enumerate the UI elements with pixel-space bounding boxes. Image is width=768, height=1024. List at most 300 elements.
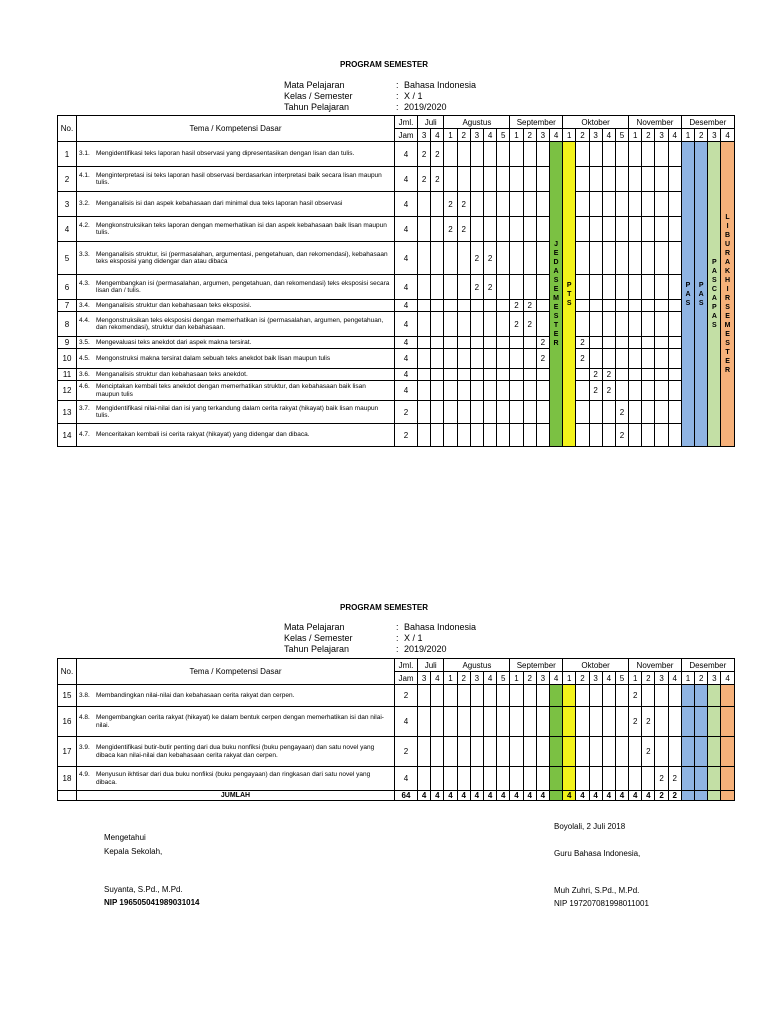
jumlah-cell [549, 791, 562, 801]
week-cell [602, 312, 615, 337]
week-cell [523, 192, 536, 217]
week-cell: 2 [642, 707, 655, 737]
jumlah-cell: 2 [655, 791, 668, 801]
competency-cell [77, 337, 395, 349]
kd-code: 3.2. [79, 200, 90, 208]
week-header: 3 [418, 129, 431, 142]
competency-cell [77, 424, 395, 447]
week-cell [615, 349, 628, 369]
week-cell [470, 381, 483, 401]
table-row [58, 167, 735, 192]
kd-code: 3.5. [79, 338, 90, 346]
week-cell [510, 424, 523, 447]
week-cell [444, 167, 457, 192]
week-header: 1 [681, 672, 694, 685]
week-cell [642, 685, 655, 707]
row-number: 12 [58, 381, 77, 401]
vertical-label: L I B U R A K H I R S E M E S T E R [724, 214, 731, 374]
week-cell [655, 217, 668, 242]
week-cell [510, 707, 523, 737]
week-cell [536, 707, 549, 737]
competency-cell [77, 192, 395, 217]
colon: : [396, 633, 399, 643]
week-cell [483, 312, 496, 337]
week-cell [668, 242, 681, 275]
week-cell [418, 369, 431, 381]
week-cell [523, 381, 536, 401]
week-cell [523, 217, 536, 242]
row-number: 10 [58, 349, 77, 369]
kd-text: Mengevaluasi teks anekdot dari aspek makna tersirat. [96, 338, 252, 346]
week-cell [497, 767, 510, 791]
week-header: 1 [629, 129, 642, 142]
jam-cell: 4 [395, 767, 418, 791]
week-cell [549, 685, 562, 707]
week-cell [576, 369, 589, 381]
week-cell [668, 737, 681, 767]
week-cell [629, 349, 642, 369]
week-cell [483, 167, 496, 192]
meta-info [284, 622, 476, 655]
week-cell: 2 [418, 142, 431, 167]
week-cell [602, 217, 615, 242]
week-cell [457, 369, 470, 381]
competency-cell [77, 685, 395, 707]
vertical-label: P A S [685, 281, 691, 307]
week-cell [418, 275, 431, 300]
week-cell [695, 767, 708, 791]
col-jml-header: Jml. [395, 116, 418, 129]
week-cell: 2 [629, 707, 642, 737]
week-cell [470, 217, 483, 242]
jumlah-cell: 4 [563, 791, 576, 801]
week-cell [629, 142, 642, 167]
kd-code: 3.1. [79, 150, 90, 158]
table-row [58, 767, 735, 791]
week-cell [642, 767, 655, 791]
week-cell [431, 369, 444, 381]
week-cell [589, 275, 602, 300]
week-header: 5 [497, 672, 510, 685]
week-cell [497, 685, 510, 707]
competency-cell [77, 381, 395, 401]
week-header: 2 [642, 672, 655, 685]
week-cell [615, 381, 628, 401]
week-cell [418, 349, 431, 369]
week-cell [457, 381, 470, 401]
kd-text: Mengonstruksi makna tersirat dalam sebuah teks anekdot baik lisan maupun tulis [96, 354, 331, 362]
week-cell: 2 [483, 242, 496, 275]
week-cell [497, 242, 510, 275]
week-cell [695, 685, 708, 707]
week-cell [497, 707, 510, 737]
week-cell [602, 401, 615, 424]
week-cell [629, 381, 642, 401]
row-number: 6 [58, 275, 77, 300]
week-cell [431, 337, 444, 349]
row-number: 13 [58, 401, 77, 424]
row-number: 1 [58, 142, 77, 167]
week-cell [497, 217, 510, 242]
colon: : [396, 80, 399, 90]
week-cell [576, 217, 589, 242]
mapel-label: Mata Pelajaran [284, 80, 345, 90]
week-cell [642, 167, 655, 192]
week-cell [655, 737, 668, 767]
jumlah-label: JUMLAH [77, 791, 395, 801]
jam-cell: 2 [395, 737, 418, 767]
table-row [58, 142, 735, 167]
week-cell [431, 685, 444, 707]
week-cell [629, 275, 642, 300]
week-header: 3 [708, 129, 721, 142]
week-cell [510, 685, 523, 707]
week-header: 1 [563, 129, 576, 142]
month-header: September [510, 659, 563, 672]
week-cell [444, 381, 457, 401]
week-cell [655, 167, 668, 192]
week-cell [602, 242, 615, 275]
week-cell: 2 [523, 312, 536, 337]
week-cell [655, 275, 668, 300]
competency-cell [77, 349, 395, 369]
week-cell [642, 300, 655, 312]
week-cell [589, 312, 602, 337]
competency-cell [77, 242, 395, 275]
week-cell [615, 142, 628, 167]
week-header: 4 [668, 129, 681, 142]
week-cell [418, 381, 431, 401]
tahun-label: Tahun Pelajaran [284, 102, 350, 112]
week-cell [695, 737, 708, 767]
jam-cell: 2 [395, 685, 418, 707]
week-cell [536, 167, 549, 192]
week-cell [470, 369, 483, 381]
row-number: 17 [58, 737, 77, 767]
week-cell [418, 707, 431, 737]
week-cell [457, 401, 470, 424]
jumlah-cell: 4 [615, 791, 628, 801]
week-cell [615, 707, 628, 737]
table-row [58, 192, 735, 217]
competency-cell [77, 369, 395, 381]
week-header: 1 [563, 672, 576, 685]
week-cell [457, 275, 470, 300]
week-cell [576, 275, 589, 300]
week-cell [589, 167, 602, 192]
tahun-value: 2019/2020 [404, 644, 447, 654]
week-cell [602, 192, 615, 217]
week-cell [629, 300, 642, 312]
week-cell [431, 192, 444, 217]
week-cell [523, 242, 536, 275]
month-header: Agustus [444, 659, 510, 672]
kd-text: Membandingkan nilai-nilai dan kebahasaan cerita rakyat dan cerpen. [96, 691, 295, 699]
week-cell [483, 401, 496, 424]
week-header: 5 [615, 129, 628, 142]
table-row [58, 401, 735, 424]
kd-text: Menganalisis struktur dan kebahasaan teks anekdot. [96, 370, 248, 378]
week-cell: 2 [483, 275, 496, 300]
week-cell [431, 217, 444, 242]
week-cell [418, 685, 431, 707]
competency-cell [77, 401, 395, 424]
table-row [58, 217, 735, 242]
week-cell [681, 767, 694, 791]
mapel-value: Bahasa Indonesia [404, 80, 477, 90]
row-number: 16 [58, 707, 77, 737]
mengetahui-label: Mengetahui [104, 833, 146, 842]
kepala-name: Suyanta, S.Pd., M.Pd. [104, 885, 183, 894]
week-header: 1 [681, 129, 694, 142]
week-cell [589, 401, 602, 424]
week-cell [470, 707, 483, 737]
jam-cell: 4 [395, 381, 418, 401]
week-cell [629, 192, 642, 217]
col-no-header: No. [58, 116, 77, 142]
jumlah-cell: 4 [457, 791, 470, 801]
week-cell [418, 192, 431, 217]
week-cell [668, 217, 681, 242]
jumlah-cell: 4 [642, 791, 655, 801]
week-cell [497, 369, 510, 381]
month-header: Oktober [563, 659, 629, 672]
vertical-label: P A S C A P A S [711, 259, 717, 329]
week-cell [615, 312, 628, 337]
week-cell [510, 767, 523, 791]
jumlah-cell: 4 [536, 791, 549, 801]
week-cell [536, 401, 549, 424]
week-cell [510, 192, 523, 217]
week-cell [642, 369, 655, 381]
row-number: 4 [58, 217, 77, 242]
week-cell [523, 737, 536, 767]
week-cell [721, 685, 734, 707]
week-cell [536, 242, 549, 275]
week-cell [457, 349, 470, 369]
month-header: November [629, 116, 682, 129]
week-cell [497, 381, 510, 401]
week-cell [602, 142, 615, 167]
week-cell: 2 [589, 381, 602, 401]
table-row [58, 349, 735, 369]
week-cell [536, 300, 549, 312]
week-cell [536, 685, 549, 707]
week-cell [431, 737, 444, 767]
week-cell [536, 275, 549, 300]
week-cell [642, 142, 655, 167]
week-cell [418, 300, 431, 312]
guru-name: Muh Zuhri, S.Pd., M.Pd. [554, 886, 640, 895]
week-header: 4 [431, 672, 444, 685]
week-cell [589, 424, 602, 447]
col-tema-header: Tema / Kompetensi Dasar [77, 116, 395, 142]
week-cell [576, 381, 589, 401]
kd-code: 4.8. [79, 714, 90, 721]
table-row [58, 381, 735, 401]
header-row-months [58, 116, 735, 129]
kepala-label: Kepala Sekolah, [104, 847, 163, 856]
week-cell [483, 707, 496, 737]
kd-text: Menginterpretasi isi teks laporan hasil observasi berdasarkan interpretasi baik secara lisan maupun tulis. [96, 171, 382, 186]
week-cell [721, 767, 734, 791]
week-cell [576, 312, 589, 337]
jam-cell: 4 [395, 142, 418, 167]
kd-text: Mengidentifikasi teks laporan hasil observasi yang dipresentasikan dengan lisan dan tulis. [96, 150, 355, 158]
week-cell: 2 [510, 300, 523, 312]
week-header: 2 [576, 672, 589, 685]
week-cell [497, 737, 510, 767]
week-cell [629, 217, 642, 242]
week-cell [576, 167, 589, 192]
week-cell [470, 142, 483, 167]
week-cell [431, 424, 444, 447]
week-cell [523, 401, 536, 424]
week-cell: 2 [642, 737, 655, 767]
jam-cell: 4 [395, 312, 418, 337]
week-header: 2 [576, 129, 589, 142]
week-cell [418, 767, 431, 791]
kd-code: 4.3. [79, 279, 90, 287]
week-cell [721, 707, 734, 737]
week-cell [444, 424, 457, 447]
week-header: 4 [721, 129, 734, 142]
kepala-nip: NIP 196505041989031014 [104, 898, 200, 907]
week-cell [483, 217, 496, 242]
table-row [58, 707, 735, 737]
week-cell [576, 300, 589, 312]
week-cell: 2 [536, 337, 549, 349]
week-cell [483, 424, 496, 447]
week-header: 3 [655, 129, 668, 142]
week-cell [655, 401, 668, 424]
row-number: 5 [58, 242, 77, 275]
week-cell [615, 217, 628, 242]
week-cell [483, 737, 496, 767]
week-cell [418, 737, 431, 767]
week-cell [615, 167, 628, 192]
week-cell [431, 707, 444, 737]
week-header: 2 [695, 129, 708, 142]
week-cell [589, 685, 602, 707]
week-cell [589, 142, 602, 167]
week-cell [510, 337, 523, 349]
week-cell [497, 142, 510, 167]
jumlah-cell [681, 791, 694, 801]
week-cell [602, 685, 615, 707]
jam-cell: 4 [395, 707, 418, 737]
guru-label: Guru Bahasa Indonesia, [554, 849, 641, 858]
week-cell [510, 275, 523, 300]
kd-code: 4.1. [79, 171, 90, 179]
week-cell [589, 300, 602, 312]
week-cell [536, 312, 549, 337]
table-row [58, 242, 735, 275]
week-header: 3 [708, 672, 721, 685]
week-header: 4 [602, 129, 615, 142]
header-row-months [58, 659, 735, 672]
week-cell [418, 312, 431, 337]
week-cell: 2 [418, 167, 431, 192]
week-cell [655, 337, 668, 349]
week-cell [589, 737, 602, 767]
week-cell [523, 424, 536, 447]
week-cell [483, 142, 496, 167]
vertical-label: P T S [566, 281, 572, 307]
month-header: Desember [681, 116, 734, 129]
week-cell [708, 685, 721, 707]
week-cell: 2 [655, 767, 668, 791]
week-cell [510, 167, 523, 192]
week-header: 2 [695, 672, 708, 685]
table-row [58, 369, 735, 381]
week-cell [431, 349, 444, 369]
week-cell [431, 312, 444, 337]
week-cell [589, 349, 602, 369]
week-cell [602, 300, 615, 312]
week-cell [497, 424, 510, 447]
kd-text: Mengidentifikasi butir-butir penting dari dua buku nonfiksi (buku pengayaan) dan satu novel yang dibaca kan nilai-nilai dan kebahasaan cerita rakyat dan cerpen. [96, 744, 375, 759]
week-cell [655, 192, 668, 217]
week-cell: 2 [615, 424, 628, 447]
jumlah-cell [721, 791, 734, 801]
jam-cell: 2 [395, 401, 418, 424]
col-jam-header: Jam [395, 129, 418, 142]
special-column-libur [721, 142, 734, 447]
week-cell: 2 [602, 369, 615, 381]
week-header: 5 [615, 672, 628, 685]
vertical-label: P A S [698, 281, 704, 307]
kd-text: Mengonstruksikan teks eksposisi dengan memerhatikan isi (permasalahan, argumen, pengetahuan, dan rekomendasi), struktur dan kebahasaan. [96, 316, 384, 331]
week-cell [549, 737, 562, 767]
competency-cell [77, 312, 395, 337]
week-header: 1 [510, 129, 523, 142]
table-row [58, 685, 735, 707]
week-cell [457, 242, 470, 275]
jumlah-cell [695, 791, 708, 801]
kd-text: Mengkonstruksikan teks laporan dengan memerhatikan isi dan aspek kebahasaan baik lisan maupun tulis. [96, 221, 387, 236]
week-cell [642, 349, 655, 369]
col-jml-header: Jml. [395, 659, 418, 672]
kd-code: 4.6. [79, 383, 90, 390]
row-number: 7 [58, 300, 77, 312]
week-header: 3 [536, 672, 549, 685]
jam-cell: 4 [395, 242, 418, 275]
week-header: 2 [523, 672, 536, 685]
week-cell: 2 [510, 312, 523, 337]
week-cell: 2 [629, 685, 642, 707]
row-number: 11 [58, 369, 77, 381]
week-cell [655, 300, 668, 312]
kd-text: Mengidentifikasi nilai-nilai dan isi yang terkandung dalam cerita rakyat (hikayat) baik lisan maupun tulis. [96, 404, 379, 419]
place-date: Boyolali, 2 Juli 2018 [554, 822, 626, 831]
week-cell [615, 337, 628, 349]
table-row [58, 424, 735, 447]
table-row [58, 312, 735, 337]
week-cell [549, 707, 562, 737]
kd-code: 3.3. [79, 250, 90, 258]
week-header: 3 [589, 129, 602, 142]
kd-code: 3.6. [79, 370, 90, 378]
month-header: November [629, 659, 682, 672]
jam-cell: 4 [395, 192, 418, 217]
colon: : [396, 91, 399, 101]
week-cell [629, 424, 642, 447]
page-title: PROGRAM SEMESTER [339, 60, 428, 69]
week-cell [681, 685, 694, 707]
special-column-pts [563, 142, 576, 447]
week-cell [563, 767, 576, 791]
